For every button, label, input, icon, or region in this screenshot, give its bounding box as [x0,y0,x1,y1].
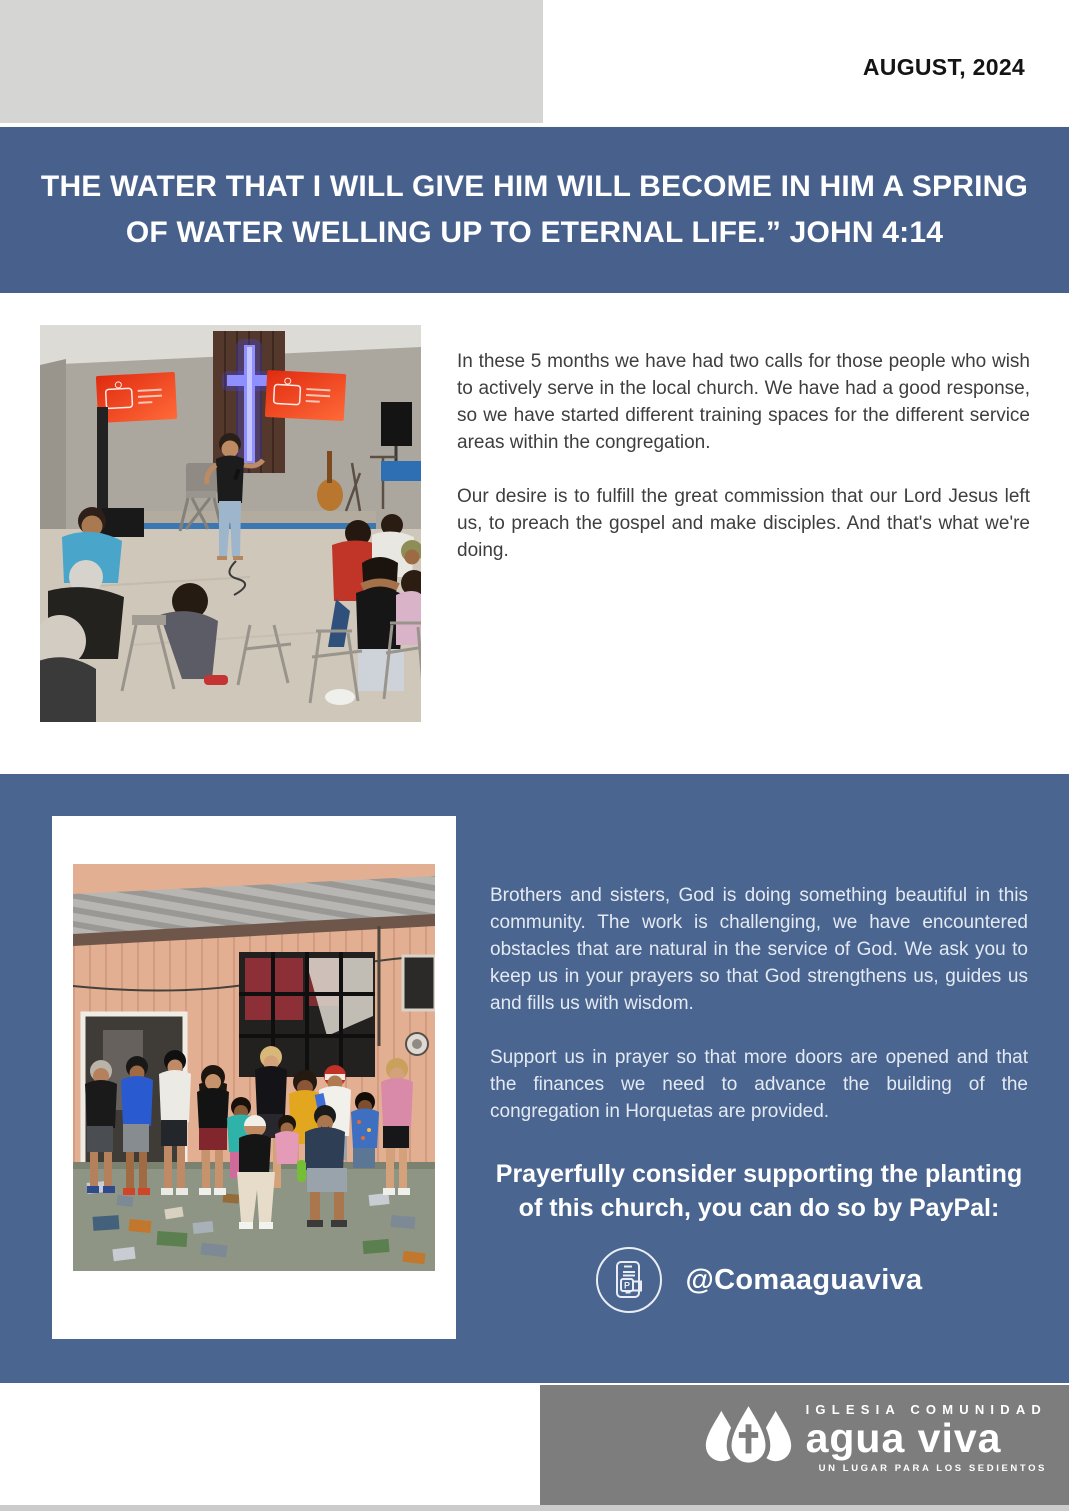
issue-date: AUGUST, 2024 [862,54,1025,80]
verse-text: THE WATER THAT I WILL GIVE HIM WILL BECOME IN HIM A SPRING OF WATER WELLING UP TO ETERNAL LIFE.” JOHN 4:14 [40,170,1029,249]
logo-text [806,1402,1047,1474]
update-paragraph-1: In these 5 months we have had two calls for those people who wish to actively serve in the local church. We have had a good response, so we have started different training spaces for the different service areas within the congregation. [457,351,1030,453]
mission-team-photo-frame [52,816,456,1339]
brand-top-line: IGLESIA COMUNIDAD [805,1401,1047,1417]
brand-name: agua viva [805,1414,1002,1461]
svg-text:P: P [623,1280,630,1291]
church-logo [700,1399,1047,1476]
footer [0,1383,1069,1511]
paypal-handle: @Comaaguaviva [685,1263,923,1296]
support-paragraph-2: Support us in prayer so that more doors are opened and that the finances we need to advance the building of the congregation in Horquetas are provided. [490,1047,1028,1122]
support-section [0,774,1069,1383]
update-section [0,293,1069,774]
mission-team-photo [73,864,435,1271]
header [0,0,1069,127]
church-service-photo [40,325,421,722]
paypal-phone-icon [596,1247,662,1313]
support-paragraph-1: Brothers and sisters, God is doing something beautiful in this community. The work is challenging, we have encountered obstacles that are natural in the service of God. We ask you to keep us in your prayers so that God strengthens us, guides us and fills us with wisdom. [490,885,1028,1014]
brand-tagline: UN LUGAR PARA LOS SEDIENTOS [818,1462,1047,1474]
footer-brand-block [540,1385,1069,1505]
verse-banner [0,127,1069,293]
paypal-row [490,1247,1028,1313]
support-text [490,882,1028,1313]
bottom-edge-strip [0,1505,1069,1511]
update-text [457,348,1030,591]
donation-cta: Prayerfully consider supporting the planting of this church, you can do so by PayPal: [495,1160,1023,1222]
update-paragraph-2: Our desire is to fulfill the great commission that our Lord Jesus left us, to preach the gospel and make disciples. And that's what we're doing. [457,486,1030,561]
agua-viva-drops-icon [700,1399,797,1476]
header-gray-block [0,0,543,123]
